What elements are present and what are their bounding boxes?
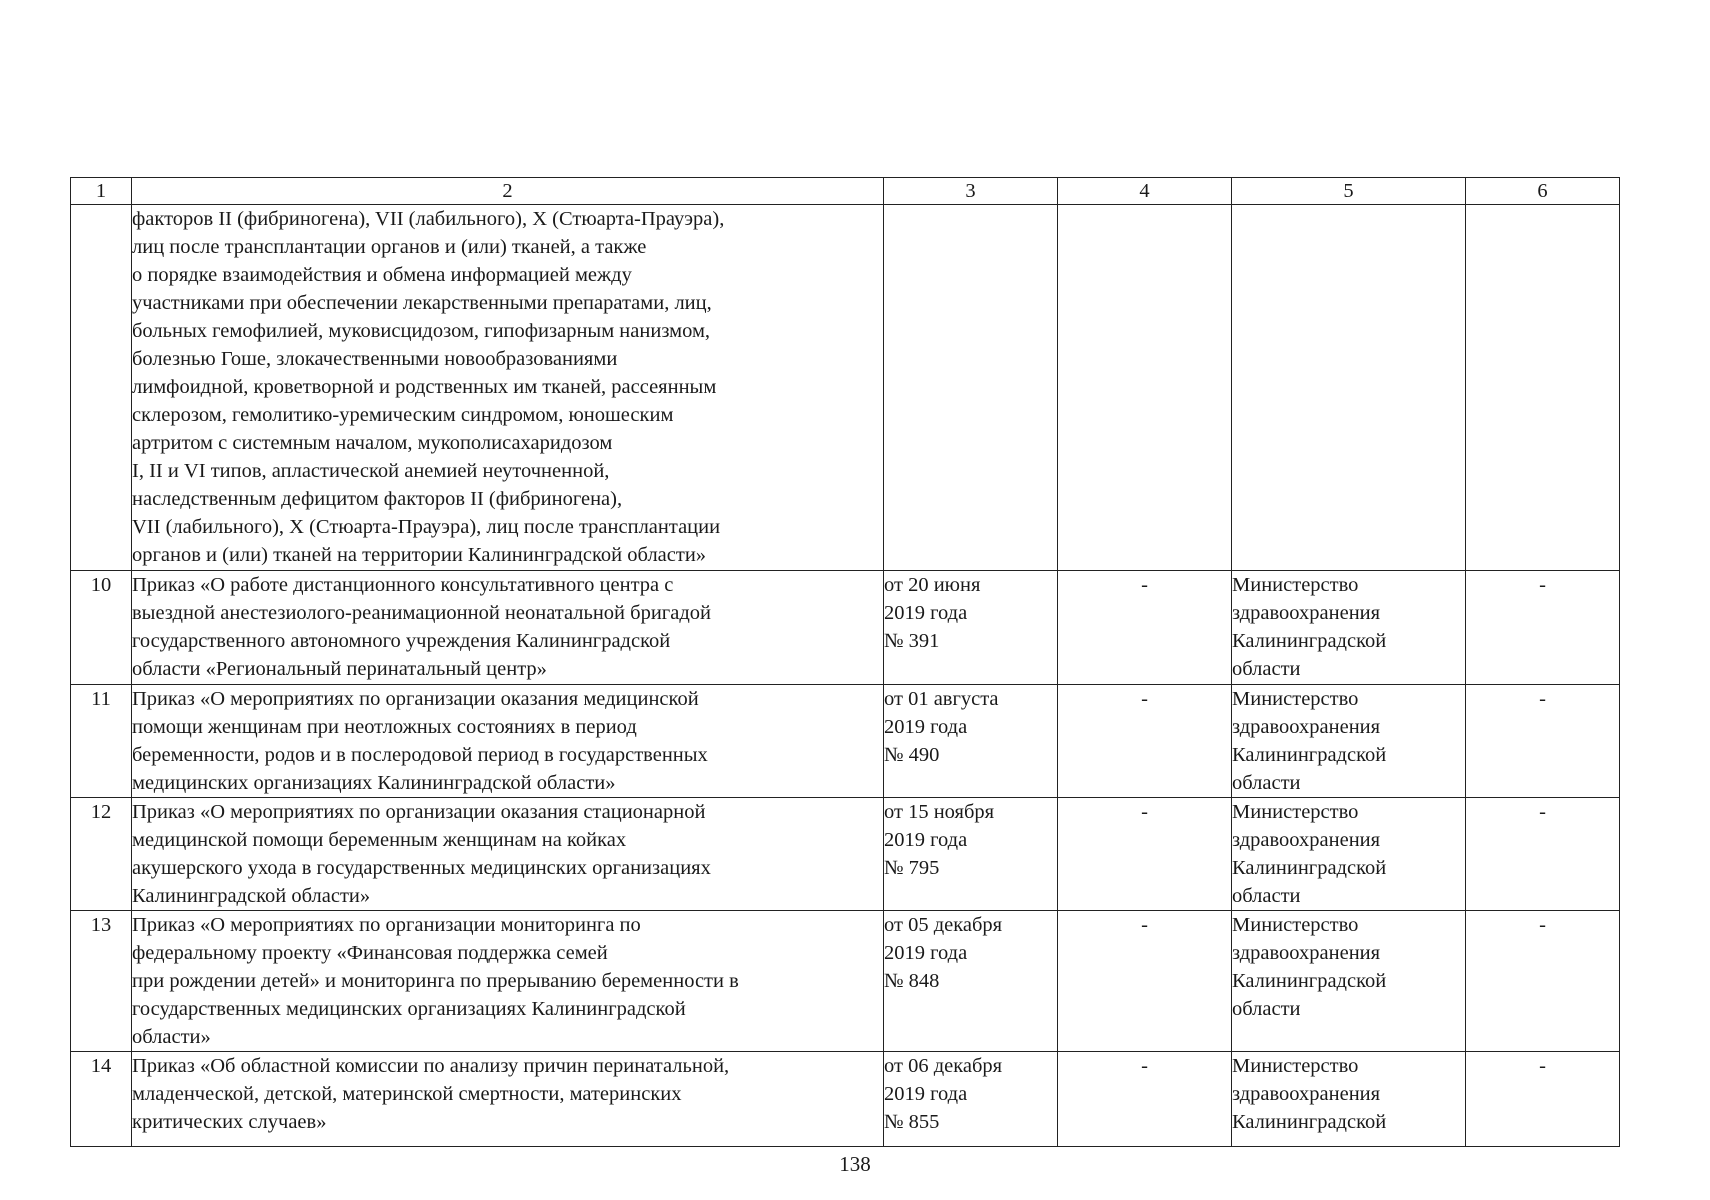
text-line: области «Региональный перинатальный центр»: [132, 658, 547, 680]
text-line: Калининградской: [1232, 970, 1387, 992]
row-number-cell: 11: [71, 685, 132, 798]
text-line: лимфоидной, кроветворной и родственных им тканей, рассеянным: [132, 376, 717, 398]
date-cell: [884, 798, 1058, 911]
table-row: [71, 571, 1620, 685]
text-line: VII (лабильного), X (Стюарта-Прауэра), лиц после трансплантации: [132, 516, 721, 538]
organization-cell: [1232, 798, 1466, 911]
header-cell: 3: [884, 178, 1058, 205]
organization-cell: [1232, 685, 1466, 798]
text-line: 2019 года: [884, 829, 968, 851]
date-cell: [884, 571, 1058, 685]
text-line: Приказ «Об областной комиссии по анализу причин перинатальной,: [132, 1055, 730, 1077]
date-cell: [884, 205, 1058, 571]
text-line: лиц после трансплантации органов и (или) тканей, а также: [132, 236, 647, 258]
text-line: Министерство: [1232, 688, 1359, 710]
page-number: 138: [839, 1152, 871, 1176]
text-line: области: [1232, 772, 1301, 794]
header-cell: 1: [71, 178, 132, 205]
text-line: наследственным дефицитом факторов II (фибриногена),: [132, 488, 623, 510]
col4-cell: -: [1058, 571, 1232, 685]
act-name-cell: [132, 205, 884, 571]
text-line: Калининградской: [1232, 744, 1387, 766]
text-line: Приказ «О мероприятиях по организации мониторинга по: [132, 914, 641, 936]
text-line: от 01 августа: [884, 688, 999, 710]
text-line: Министерство: [1232, 574, 1359, 596]
text-line: здравоохранения: [1232, 716, 1381, 738]
legal-acts-table: [70, 177, 1620, 1147]
date-cell: [884, 685, 1058, 798]
text-line: Министерство: [1232, 801, 1359, 823]
act-name-cell: [132, 571, 884, 685]
text-line: помощи женщинам при неотложных состояниях в период: [132, 716, 637, 738]
text-line: Калининградской: [1232, 1111, 1387, 1133]
row-number-cell: [71, 205, 132, 571]
header-cell: 6: [1466, 178, 1620, 205]
table-row: [71, 1052, 1620, 1147]
text-line: младенческой, детской, материнской смертности, материнских: [132, 1083, 682, 1105]
text-line: органов и (или) тканей на территории Калининградской области»: [132, 544, 707, 566]
text-line: от 15 ноября: [884, 801, 995, 823]
col6-cell: -: [1466, 1052, 1620, 1147]
text-line: больных гемофилией, муковисцидозом, гипофизарным нанизмом,: [132, 320, 711, 342]
table-row: [71, 798, 1620, 911]
date-cell: [884, 911, 1058, 1052]
text-line: 2019 года: [884, 602, 968, 624]
header-cell: 2: [132, 178, 884, 205]
organization-cell: [1232, 1052, 1466, 1147]
text-line: акушерского ухода в государственных медицинских организациях: [132, 857, 711, 879]
document-page: [70, 177, 1619, 1146]
text-line: № 795: [884, 857, 940, 879]
col4-cell: [1058, 205, 1232, 571]
text-line: области»: [132, 1026, 211, 1048]
act-name-cell: [132, 911, 884, 1052]
text-line: от 05 декабря: [884, 914, 1003, 936]
text-line: медицинских организациях Калининградской области»: [132, 772, 616, 794]
col6-cell: -: [1466, 685, 1620, 798]
text-line: от 20 июня: [884, 574, 981, 596]
text-line: области: [1232, 885, 1301, 907]
header-row: [71, 178, 1620, 205]
text-line: области: [1232, 998, 1301, 1020]
text-line: Приказ «О работе дистанционного консультативного центра с: [132, 574, 674, 596]
text-line: здравоохранения: [1232, 1083, 1381, 1105]
organization-cell: [1232, 911, 1466, 1052]
table-row: [71, 911, 1620, 1052]
text-line: Калининградской: [1232, 630, 1387, 652]
text-line: участниками при обеспечении лекарственными препаратами, лиц,: [132, 292, 712, 314]
act-name-cell: [132, 1052, 884, 1147]
col6-cell: [1466, 205, 1620, 571]
row-number-cell: 10: [71, 571, 132, 685]
text-line: выездной анестезиолого-реанимационной неонатальной бригадой: [132, 602, 711, 624]
text-line: здравоохранения: [1232, 942, 1381, 964]
text-line: № 848: [884, 970, 940, 992]
text-line: Приказ «О мероприятиях по организации оказания стационарной: [132, 801, 706, 823]
col6-cell: -: [1466, 571, 1620, 685]
text-line: при рождении детей» и мониторинга по прерыванию беременности в: [132, 970, 739, 992]
col6-cell: -: [1466, 798, 1620, 911]
text-line: государственных медицинских организациях Калининградской: [132, 998, 686, 1020]
header-cell: 5: [1232, 178, 1466, 205]
col4-cell: -: [1058, 1052, 1232, 1147]
text-line: I, II и VI типов, апластической анемией неуточненной,: [132, 460, 610, 482]
text-line: Министерство: [1232, 914, 1359, 936]
text-line: критических случаев»: [132, 1111, 327, 1133]
organization-cell: [1232, 571, 1466, 685]
date-cell: [884, 1052, 1058, 1147]
col4-cell: -: [1058, 798, 1232, 911]
text-line: здравоохранения: [1232, 602, 1381, 624]
text-line: 2019 года: [884, 1083, 968, 1105]
text-line: артритом с системным началом, мукополисахаридозом: [132, 432, 613, 454]
text-line: беременности, родов и в послеродовой период в государственных: [132, 744, 708, 766]
text-line: области: [1232, 658, 1301, 680]
text-line: № 391: [884, 630, 940, 652]
row-number-cell: 12: [71, 798, 132, 911]
act-name-cell: [132, 685, 884, 798]
text-line: Калининградской области»: [132, 885, 371, 907]
text-line: факторов II (фибриногена), VII (лабильного), X (Стюарта-Прауэра),: [132, 208, 725, 230]
text-line: № 490: [884, 744, 940, 766]
organization-cell: [1232, 205, 1466, 571]
col6-cell: -: [1466, 911, 1620, 1052]
text-line: от 06 декабря: [884, 1055, 1003, 1077]
text-line: 2019 года: [884, 716, 968, 738]
table-row: [71, 685, 1620, 798]
text-line: Приказ «О мероприятиях по организации оказания медицинской: [132, 688, 699, 710]
text-line: склерозом, гемолитико-уремическим синдромом, юношеским: [132, 404, 674, 426]
col4-cell: -: [1058, 685, 1232, 798]
text-line: медицинской помощи беременным женщинам на койках: [132, 829, 627, 851]
table-row-continuation: [71, 205, 1620, 571]
text-line: государственного автономного учреждения Калининградской: [132, 630, 671, 652]
row-number-cell: 13: [71, 911, 132, 1052]
col4-cell: -: [1058, 911, 1232, 1052]
text-line: 2019 года: [884, 942, 968, 964]
header-cell: 4: [1058, 178, 1232, 205]
text-line: федеральному проекту «Финансовая поддержка семей: [132, 942, 608, 964]
text-line: Министерство: [1232, 1055, 1359, 1077]
text-line: болезнью Гоше, злокачественными новообразованиями: [132, 348, 618, 370]
row-number-cell: 14: [71, 1052, 132, 1147]
text-line: Калининградской: [1232, 857, 1387, 879]
text-line: № 855: [884, 1111, 940, 1133]
text-line: здравоохранения: [1232, 829, 1381, 851]
text-line: о порядке взаимодействия и обмена информацией между: [132, 264, 632, 286]
act-name-cell: [132, 798, 884, 911]
